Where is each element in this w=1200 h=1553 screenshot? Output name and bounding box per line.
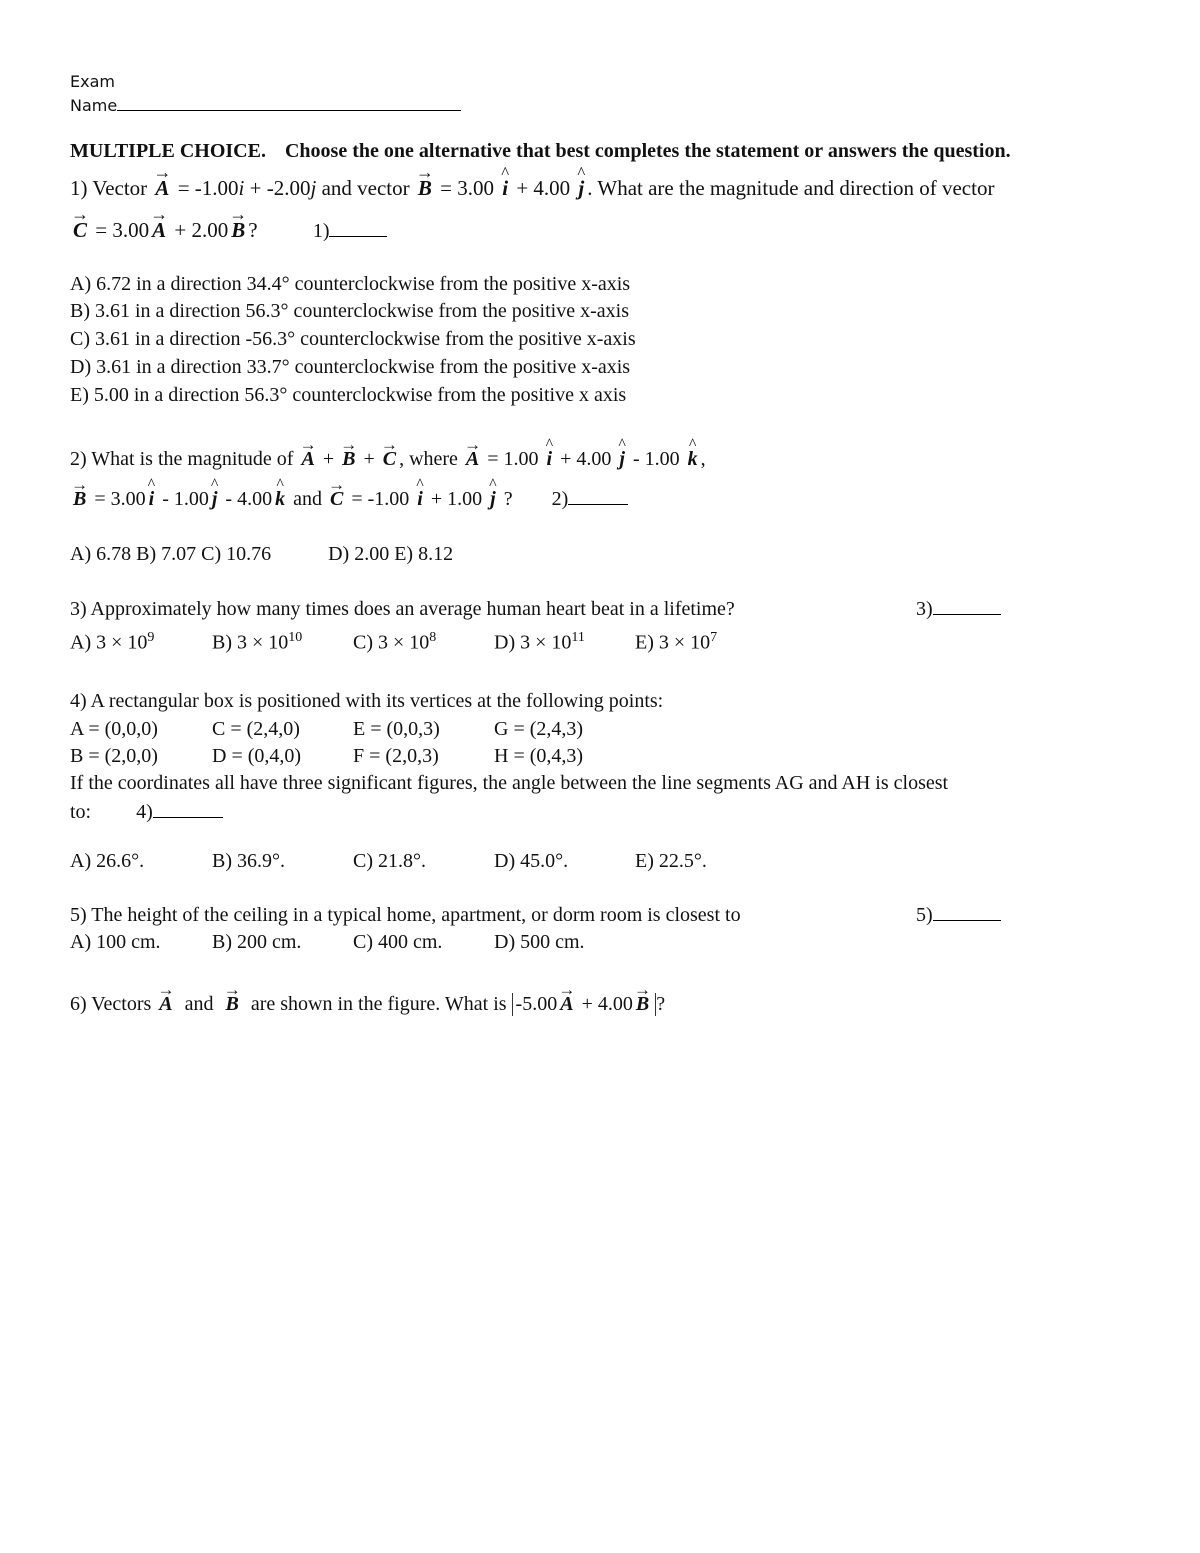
q1-choice-d[interactable]: D) 3.61 in a direction 33.7° counterclockwise from the positive x-axis	[70, 356, 631, 378]
q1-choice-e[interactable]: E) 5.00 in a direction 56.3° counterclockwise from the positive x axis	[70, 384, 627, 406]
q3-choice-d[interactable]: D) $3 \times 10^{11}$	[494, 630, 585, 654]
name-blank[interactable]	[117, 109, 461, 111]
q4-text-2: If the coordinates all have three significant figures, the angle between the line segments AG and AH is closest	[70, 772, 949, 794]
q1-line-1: 1) Vector → A = -1.00i + -2.00j and vector → B = 3.00 ^ i + 4.00 ^ j . What are the magnitude and direction of vector	[70, 176, 994, 201]
instructions-label: MULTIPLE CHOICE.	[70, 140, 266, 162]
q5-choice-a[interactable]: A) 100 cm.	[70, 931, 161, 953]
q5-text: 5) The height of the ceiling in a typical home, apartment, or dorm room is closest to	[70, 904, 741, 926]
q1-choice-b[interactable]: B) 3.61 in a direction 56.3° counterclockwise from the positive x-axis	[70, 300, 629, 322]
vector-c-symbol: → C	[70, 218, 90, 243]
instructions	[70, 140, 1011, 163]
q4-answer: to: 4)	[70, 801, 223, 824]
q3-choice-c[interactable]: C) $3 \times 10^8$	[353, 630, 437, 654]
q4-text: 4) A rectangular box is positioned with its vertices at the following points:	[70, 690, 664, 712]
q4-point-c: C = (2,4,0)	[212, 718, 300, 740]
q5-choice-c[interactable]: C) 400 cm.	[353, 931, 443, 953]
q2-choices-de[interactable]: D) 2.00 E) 8.12	[328, 543, 454, 565]
q5-answer: 5)	[916, 904, 1001, 927]
vector-a-symbol: → A	[152, 176, 172, 201]
q2-choices-abc[interactable]: A) 6.78 B) 7.07 C) 10.76	[70, 543, 272, 565]
q4-point-d: D = (0,4,0)	[212, 745, 302, 767]
q4-choice-a[interactable]: A) 26.6°.	[70, 850, 145, 872]
q4-point-h: H = (0,4,3)	[494, 745, 584, 767]
q2-answer-label: 2)	[551, 488, 569, 510]
q4-point-e: E = (0,0,3)	[353, 718, 440, 740]
name-line	[70, 96, 461, 115]
q4-point-f: F = (2,0,3)	[353, 745, 439, 767]
q3-choice-e[interactable]: E) $3 \times 10^7$	[635, 630, 718, 654]
q4-choice-d[interactable]: D) 45.0°.	[494, 850, 569, 872]
q1-line-2: → C = 3.00→ A + 2.00→ B ? 1)	[70, 218, 387, 243]
q5-answer-blank[interactable]	[933, 919, 1001, 921]
q5-choice-d[interactable]: D) 500 cm.	[494, 931, 585, 953]
q4-choice-b[interactable]: B) 36.9°.	[212, 850, 285, 872]
name-label: Name	[70, 96, 118, 115]
q4-point-b: B = (2,0,0)	[70, 745, 158, 767]
q5-choice-b[interactable]: B) 200 cm.	[212, 931, 302, 953]
q1-choice-c[interactable]: C) 3.61 in a direction -56.3° counterclockwise from the positive x-axis	[70, 328, 636, 350]
q6-magnitude-expression: -5.00→ A + 4.00→ B	[512, 993, 657, 1016]
q3-choice-a[interactable]: A) $3 \times 10^9$	[70, 630, 155, 654]
vector-b-symbol: → B	[415, 176, 435, 201]
q1-answer-label: 1)	[312, 220, 330, 242]
q4-point-g: G = (2,4,3)	[494, 718, 584, 740]
q6-line: 6) Vectors → A and → B are shown in the figure. What is -5.00→ A + 4.00→ B ?	[70, 993, 665, 1016]
q2-choices	[70, 543, 453, 566]
q3-answer-blank[interactable]	[933, 613, 1001, 615]
q2-line-1: 2) What is the magnitude of → A + → B + → C , where → A = 1.00 ^ i + 4.00 ^ j - 1.00 ^ k ,	[70, 448, 706, 471]
instructions-text: Choose the one alternative that best completes the statement or answers the question.	[284, 140, 1011, 162]
q4-answer-blank[interactable]	[153, 816, 223, 818]
q2-answer-blank[interactable]	[568, 503, 628, 505]
exam-label: Exam	[70, 72, 115, 91]
q3-text: 3) Approximately how many times does an average human heart beat in a lifetime?	[70, 598, 735, 620]
q3-choice-b[interactable]: B) $3 \times 10^{10}$	[212, 630, 303, 654]
q2-line-2: → B = 3.00^ i - 1.00^ j - 4.00^ k and → C = -1.00 ^ i + 1.00 ^ j ? 2)	[70, 488, 628, 511]
q1-choice-a[interactable]: A) 6.72 in a direction 34.4° counterclockwise from the positive x-axis	[70, 273, 631, 295]
q1-answer-blank[interactable]	[329, 235, 387, 237]
q4-choice-c[interactable]: C) 21.8°.	[353, 850, 426, 872]
q4-choice-e[interactable]: E) 22.5°.	[635, 850, 707, 872]
q4-point-a: A = (0,0,0)	[70, 718, 158, 740]
q3-answer: 3)	[916, 598, 1001, 621]
